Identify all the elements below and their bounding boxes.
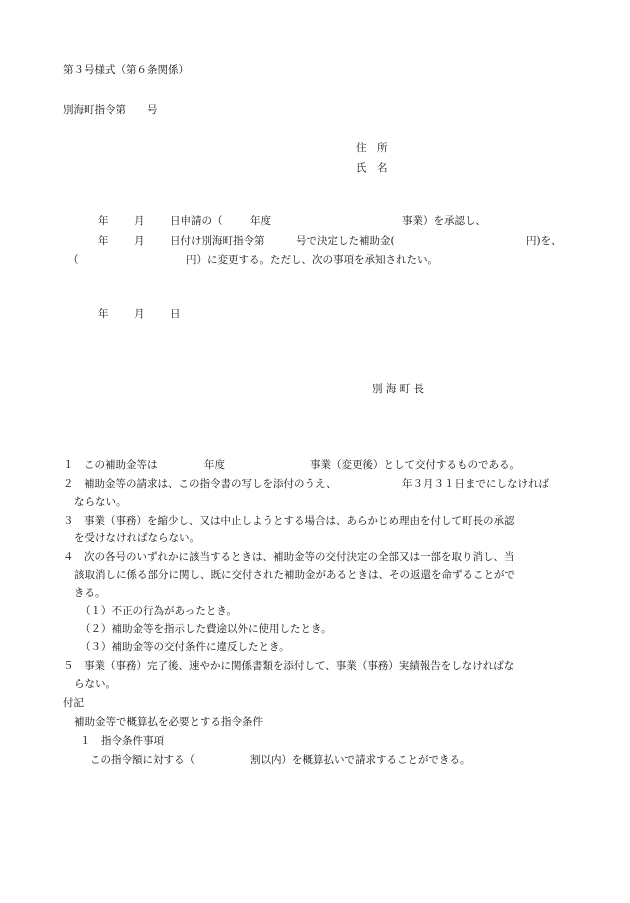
body-line2-month: 月 [134, 235, 145, 247]
body-line1-applied: 日申請の（ [170, 215, 223, 227]
body-line3-change: 円）に変更する。ただし、次の事項を承知されたい。 [186, 254, 438, 266]
condition-4-sub1: （１）不正の行為があったとき。 [80, 605, 237, 617]
body-line3-paren: （ [68, 254, 79, 266]
condition-1b: 年度 [204, 459, 225, 471]
condition-2b: 年３月３１日までにしなければ [402, 478, 549, 490]
appendix-item1-text-b: 割以内）を概算払いで請求することができる。 [250, 754, 471, 766]
appendix-item1-text-a: この指令額に対する（ [90, 754, 195, 766]
appendix-title: 付記 [63, 697, 84, 709]
date-month: 月 [134, 308, 145, 320]
condition-4-cont2: きる。 [74, 587, 106, 599]
body-line1-month: 月 [134, 215, 145, 227]
name-label: 氏 名 [356, 162, 388, 174]
condition-5-cont: らない。 [74, 678, 116, 690]
date-year: 年 [98, 308, 109, 320]
form-title: 第３号様式（第６条関係） [63, 64, 189, 76]
body-line2-dated: 日付け別海町指令第 [170, 235, 265, 247]
condition-2a: ２ 補助金等の請求は、この指令書の写しを添付のうえ、 [63, 478, 337, 490]
order-number: 別海町指令第 号 [63, 104, 158, 116]
address-label: 住 所 [356, 142, 388, 154]
body-line2-year: 年 [98, 235, 109, 247]
appendix-subtitle: 補助金等で概算払を必要とする指令条件 [74, 716, 263, 728]
condition-2-cont: ならない。 [74, 496, 127, 508]
body-line2-decided: 号で決定した補助金( [296, 235, 395, 247]
condition-4-cont1: 該取消しに係る部分に関し、既に交付された補助金があるときは、その返還を命ずることがで [74, 569, 515, 581]
condition-1a: １ この補助金等は [63, 459, 158, 471]
condition-4-sub3: （３）補助金等の交付条件に違反したとき。 [80, 641, 290, 653]
condition-4: ４ 次の各号のいずれかに該当するときは、補助金等の交付決定の全部又は一部を取り消し、当 [63, 551, 515, 563]
body-line1-approved: 事業）を承認し、 [402, 215, 486, 227]
condition-4-sub2: （２）補助金等を指示した費途以外に使用したとき。 [80, 623, 332, 635]
condition-3-cont: を受けなければならない。 [74, 532, 200, 544]
issuer: 別 海 町 長 [372, 383, 425, 395]
condition-1c: 事業（変更後）として交付するものである。 [310, 459, 520, 471]
body-line1-fiscal: 年度 [250, 215, 271, 227]
condition-5: ５ 事業（事務）完了後、速やかに関係書類を添付して、事業（事務）実績報告をしなければな [63, 660, 515, 672]
condition-3: ３ 事業（事務）を縮少し、又は中止しようとする場合は、あらかじめ理由を付して町長の承認 [63, 515, 515, 527]
appendix-item1-heading: １ 指令条件事項 [80, 735, 164, 747]
date-day: 日 [170, 308, 181, 320]
body-line1-year: 年 [98, 215, 109, 227]
body-line2-yen: 円)を、 [526, 235, 562, 247]
